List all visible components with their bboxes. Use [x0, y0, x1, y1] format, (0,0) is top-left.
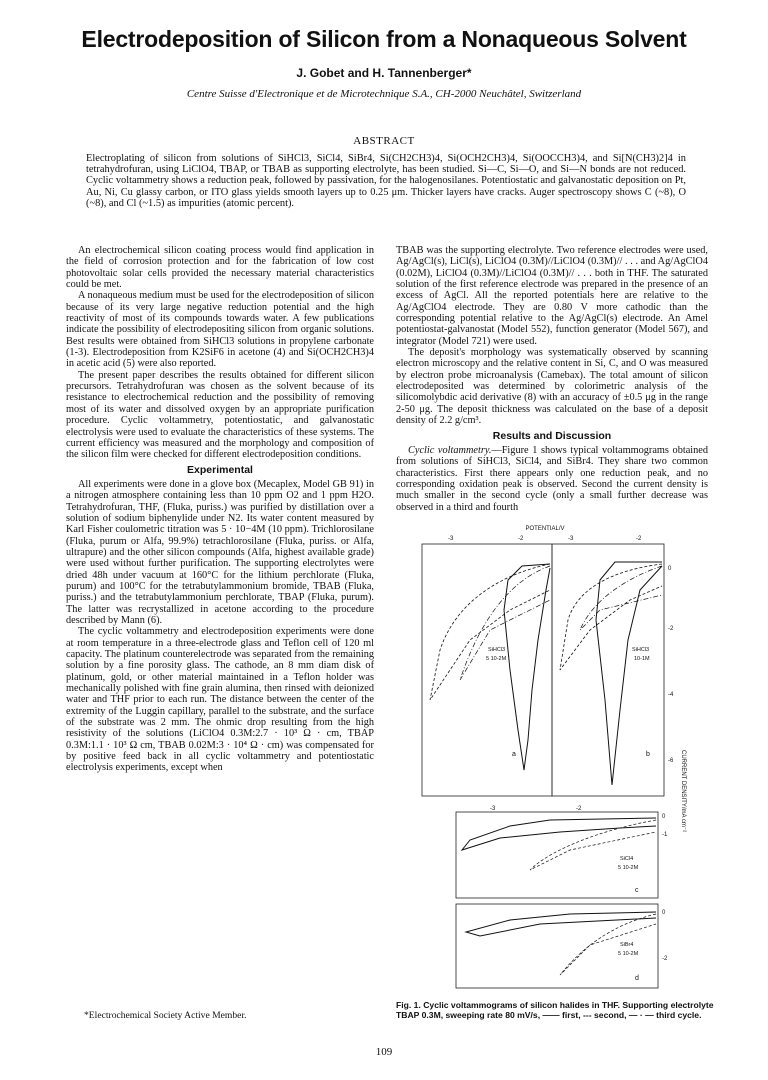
- cv-text: —Figure 1 shows typical voltammograms obtained from solutions of SiHCl3, SiCl4, and SiBr4. They share two common characteristics. First there appears only one reduction peak, and no corresponding oxidation peak is observed. Second the current density is much smaller in the second cycle (only a small further decrease was observed in a third and fourth: [396, 444, 708, 513]
- results-heading: Results and Discussion: [492, 429, 612, 442]
- curve-a-first: [504, 564, 550, 770]
- tick-mid-2: -2: [576, 806, 582, 812]
- page-number: 109: [375, 1046, 393, 1058]
- figure-1-voltammograms: [400, 520, 690, 1000]
- figure-caption: Fig. 1. Cyclic voltammograms of silicon halides in THF. Supporting electrolyte TBAP 0.3M, sweeping rate 80 mV/s, —— first, --- second, — · — third cycle.: [396, 1000, 714, 1020]
- right-paragraph-1: TBAB was the supporting electrolyte. Two reference electrodes were used, Ag/AgCl(s), LiCl(s), LiClO4 (0.3M)//LiClO4 (0.3M)// . . . and Ag/AgClO4 (0.02M), LiClO4 (0.3M)//LiClO4 (0.3M)// . . . both in THF. The saturated solution of the first reference electrode was prepared in the presence of an excess of AgCl. All the reported potentials here are relative to the Ag/AgClO4 electrode. They are 0.80 V more cathodic than the corresponding potential relative to the Ag/AgCl(s) electrode. An Amel potentiostat-galvanostat (Model 552), function generator (Model 567), and integrator (Model 721) were used.: [396, 245, 708, 347]
- affiliation: Centre Suisse d'Electronique et de Microtechnique S.A., CH-2000 Neuchâtel, Switzerland: [186, 88, 582, 100]
- intro-paragraph-1: An electrochemical silicon coating process would find application in the field of corrosion protection and for the fabrication of low cost photovoltaic solar cells provided the necessary material characteristics could be met.: [66, 245, 374, 291]
- tick-c-0: 0: [662, 814, 666, 820]
- tick-ab-2: -2: [668, 626, 674, 632]
- y-axis-label: CURRENT DENSITY/mA cm⁻²: [680, 750, 686, 833]
- authors: J. Gobet and H. Tannenberger*: [296, 66, 472, 80]
- intro-paragraph-2: A nonaqueous medium must be used for the electrodeposition of silicon because of its very large negative reduction potential and the high reactivity of most of its compounds towards water. A few publications indicate the possibility of electrodepositing silicon from organic solutions. Best results were obtained from SiHCl3 solutions in propylene carbonate (1-3). Electrodeposition from K2SiF6 in acetone (4) and Si(OCH2CH3)4 in acetic acid (5) were also reported.: [66, 290, 374, 370]
- panel-c-frame: [456, 812, 658, 898]
- right-column: [396, 245, 708, 513]
- tick-top-3: -3: [568, 536, 574, 542]
- panel-a-label: a: [512, 751, 516, 758]
- experimental-paragraph-2: The cyclic voltammetry and electrodeposition experiments were done at room temperature in a three-electrode glass and Teflon cell of 120 ml capacity. The platinum counterelectrode was separated from the remaining solution by a fine porosity glass. The cathode, an 8 mm diam disk of platinum, gold, or other material maintained in a Teflon holder was mechanically polished with fine grain alumina, then rinsed with deionized water and THF prior to each run. The distance between the center of the extremity of the Luggin capillary, parallel to the substrate, and the surface of the substrate was 2 mm. The ohmic drop resulting from the high resistivity of the solutions (LiClO4 0.3M:2.7 · 10³ Ω · cm, TBAP 0.3M:1.1 · 10³ Ω cm, TBAB 0.02M:3 · 10⁴ Ω · cm) was compensated for by positive feed back in all cyclic voltammetry and potentiostatic electrolysis experiments, except when: [66, 626, 374, 774]
- tick-d-2: -2: [662, 956, 668, 962]
- panel-a-compound: SiHCl3: [488, 647, 506, 653]
- tick-c-1: -1: [662, 832, 668, 838]
- experimental-paragraph-1: All experiments were done in a glove box (Mecaplex, Model GB 91) in a nitrogen atmosphere containing less than 10 ppm O2 and 1 ppm H2O. Tetrahydrofuran, THF, (Fluka, puriss.) was purified by distillation over a solution of sodium biphenylide under N2. Its water content measured by Karl Fisher coulometric titration was 5 · 10−4M (10 ppm). Trichlorosilane (Fluka, purum or Alfa, 99.9%) tetrachlorosilane (Fluka, puriss. or Alfa, ultrapure) and the other silicon compounds (Alfa, highest available grade) were used without further purification. The supporting electrolytes were dried 48h under vacuum at 160°C for the lithium perchlorate (Fluka, purum) and 100°C for the tetrabutylammonium bromide, TBAB (Fluka, puriss.) and the tetrabutylammonium perchlorate, TBAP (Fluka, purum). The latter was recrystallized in acetone according to the procedure described by Mann (6).: [66, 478, 374, 626]
- panel-a-frame: [422, 544, 552, 796]
- panel-c-label: c: [635, 887, 639, 894]
- panel-b-label: b: [646, 751, 650, 758]
- curve-a-second: [430, 564, 550, 700]
- tick-ab-4: -4: [668, 692, 674, 698]
- left-column: [66, 245, 374, 774]
- tick-ab-0: 0: [668, 566, 672, 572]
- panel-d-compound: SiBr4: [620, 942, 634, 948]
- intro-paragraph-3: The present paper describes the results obtained for different silicon precursors. Tetrahydrofuran was chosen as the solvent because of its resistance to electrochemical reduction and the possibility of removing most of its water and dissolved oxygen by an appropriate purification procedure. Cyclic voltammetry, potentiostatic, and galvanostatic electrolysis were used to evaluate the characteristics of these systems. The current efficiency was measured and the morphology and composition of the silicon film were checked for different electrodeposition conditions.: [66, 369, 374, 461]
- panel-b-compound: SiHCl3: [632, 647, 650, 653]
- tick-d-0: 0: [662, 910, 666, 916]
- curve-d-second: [560, 914, 656, 975]
- paper-title: Electrodeposition of Silicon from a Nonaqueous Solvent: [81, 26, 687, 52]
- curve-b-first: [596, 562, 662, 785]
- panel-b-conc: 10-1M: [634, 656, 650, 662]
- panel-c-conc: 5 10-2M: [618, 865, 639, 871]
- panel-d-conc: 5 10-2M: [618, 951, 639, 957]
- panel-c-compound: SiCl4: [620, 856, 634, 862]
- tick-top-4: -2: [636, 536, 642, 542]
- tick-mid-1: -3: [490, 806, 496, 812]
- curve-b-second: [560, 564, 662, 670]
- abstract-text: Electroplating of silicon from solutions of SiHCl3, SiCl4, SiBr4, Si(CH2CH3)4, Si(OCH2CH3)4, Si(OOCCH3)4, and Si[N(CH3)2]4 in tetrahydrofuran, using LiClO4, TBAP, or TBAB as supporting electrolyte, has been studied. Si—C, Si—O, and Si—N bonds are not reduced. Cyclic voltammetry shows a reduction peak, followed by passivation, for the halogenosilanes. Potentiostatic and galvanostatic deposition on Pt, Au, Ni, Cu glassy carbon, or ITO glass yields smooth layers up to 0.25 μm. Thicker layers have cracks. Auger spectroscopy shows C (~8), O (~8), and Cl (~1.5) as impurities (atomic percent).: [86, 153, 686, 209]
- cv-label: Cyclic voltammetry.: [408, 444, 492, 456]
- x-axis-label: POTENTIAL/V: [525, 526, 565, 532]
- tick-top-1: -3: [448, 536, 454, 542]
- curve-d-first: [466, 912, 656, 936]
- curve-c-first: [462, 818, 656, 850]
- right-paragraph-3: [396, 445, 708, 513]
- panel-a-conc: 5 10-2M: [486, 656, 507, 662]
- tick-ab-6: -6: [668, 758, 674, 764]
- panel-d-label: d: [635, 975, 639, 982]
- experimental-heading: Experimental: [187, 463, 253, 476]
- curve-b-third: [580, 566, 662, 630]
- footnote: *Electrochemical Society Active Member.: [84, 1010, 247, 1021]
- abstract-heading: ABSTRACT: [353, 135, 415, 147]
- right-paragraph-2: The deposit's morphology was systematically observed by scanning electron microscopy and the relative content in Si, C, and O was measured by electron probe microanalysis (Camebax). The total amount of silicon electrodeposited was determined by colorimetric analysis of the silicomolybdic acid derivative (8) with an accuracy of ±0.5 μg in the range 2-50 μg. The deposit thickness was calculated on the base of a deposit density of 2.2 g/cm³.: [396, 347, 708, 427]
- tick-top-2: -2: [518, 536, 524, 542]
